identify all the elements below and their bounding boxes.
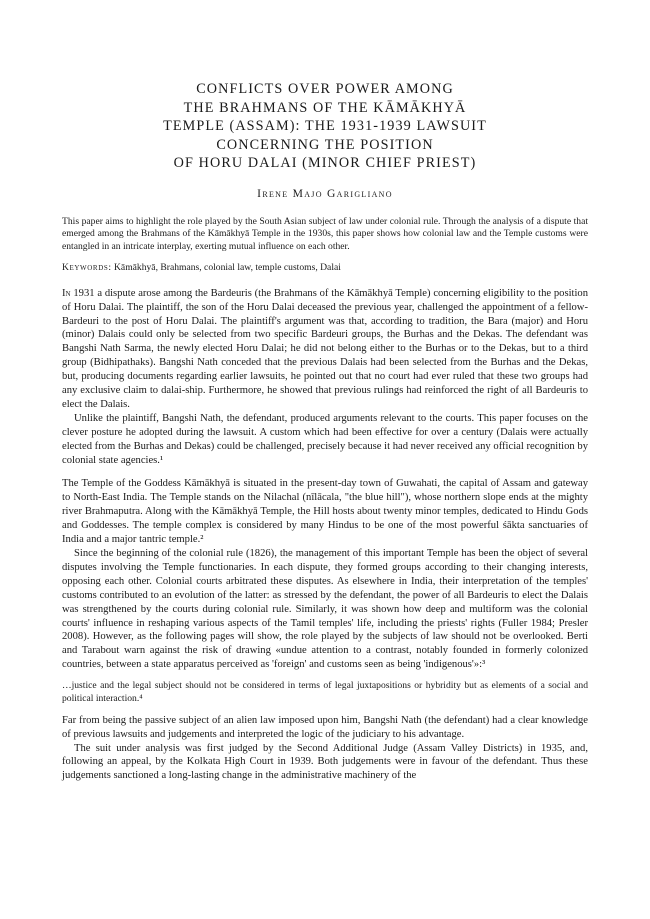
body-paragraph: Far from being the passive subject of an alien law imposed upon him, Bangshi Nath (the defendant) had a clear knowledge of previous lawsuits and judgements and interpreted the logic of the judiciary to his advantage.	[62, 714, 588, 740]
paper-title	[62, 80, 588, 173]
body-paragraph: Unlike the plaintiff, Bangshi Nath, the defendant, produced arguments relevant to the courts. This paper focuses on the clever posture he adopted during the lawsuit. A custom which had been effective for over a century (Dalais were actually elected from the Burhas and Dekas) could be challenged, precisely because it had never received any official recognition by colonial state agencies.¹	[62, 412, 588, 466]
section-break	[62, 467, 588, 477]
keywords	[62, 262, 588, 275]
title-line: CONFLICTS OVER POWER AMONG	[196, 81, 454, 97]
title-line: OF HORU DALAI (MINOR CHIEF PRIEST)	[173, 155, 477, 171]
block-quote: …justice and the legal subject should not be considered in terms of legal juxtapositions or hybridity but as elements of a social and political interaction.⁴	[62, 680, 588, 704]
body-paragraph	[62, 287, 588, 412]
body-paragraph: Since the beginning of the colonial rule (1826), the management of this important Temple has been the object of several disputes involving the Temple functionaries. In each dispute, they formed groups according to their changing interests, opposing each other. Colonial courts arbitrated these disputes. As elsewhere in India, their interpretation of the temples' customs contributed to an evolution of the latter: as stressed by the defendant, the power of all Bardeuris to elect the Dalais was strengthened by the courts during colonial rule. Similarly, it was shown how deep and multiform was the colonial courts' influence in reshaping various aspects of the Tamil temples' life, including the priests' rights (Fuller 1984; Presler 2008). However, as the following pages will show, the role played by the subjects of law should not be overlooked. Berti and Tarabout warn against the risk of drawing «undue attention to a contrast, notably founded in formerly colonized countries, between a state apparatus perceived as 'foreign' and customs seen as being 'indigenous'»:³	[62, 548, 588, 671]
author-name: Irene Majo Garigliano	[257, 186, 393, 200]
title-line: TEMPLE (ASSAM): THE 1931-1939 LAWSUIT	[163, 118, 487, 134]
paragraph-text: a dispute arose among the Bardeuris (the Brahmans of the Kāmākhyā Temple) concerning eligibility to the position of Horu Dalai. The plaintiff, the son of the Horu Dalai deceased the previous year, challenged the appointment of a fellow-Bardeuri to the post of Horu Dalai. The plaintiff's argument was that, according to tradition, the Bara (major) and Horu (minor) Dalais could only be selected from two specific Bardeuri groups, the Burhas and the Dekas. The defendant was Bangshi Nath Sarma, the newly elected Horu Dalai; he did not belong either to the Burhas or to the Dekas, but to a third group (Bidhipathaks). Bangshi Nath conceded that the previous Dalais had been selected from the Burhas and the Dekas, but, producing documents regarding earlier lawsuits, he pointed out that no court had ever ruled that these two groups had any exclusive claim to dalai-ship. Furthermore, he showed that previous rulings had reinforced the right of all Bardeuris to elect the Dalais.	[62, 287, 589, 410]
keywords-label: Keywords:	[62, 261, 112, 273]
section-introduction	[62, 287, 588, 468]
body-paragraph: The Temple of the Goddess Kāmākhyā is situated in the present-day town of Guwahati, the capital of Assam and gateway to North-East India. The Temple stands on the Nilachal (nīlācala, "the blue hill"), whose northern slope ends at the mighty river Brahmaputra. Along with the Kāmākhyā Temple, the Hill hosts about twenty minor temples, dedicated to Hindu Gods and Goddesses. The temple complex is considered by many Hindus to be one of the most powerful śākta sanctuaries of India and a major tantric temple.²	[62, 478, 588, 546]
body-paragraph: The suit under analysis was first judged by the Second Additional Judge (Assam Valley Districts) in 1935, and, following an appeal, by the Kolkata High Court in 1939. Both judgements were in favour of the defendant. Thus these judgements sanctioned a long-lasting change in the administrative machinery of the	[62, 742, 588, 782]
lead-in: In 1931	[62, 287, 95, 299]
section-temple	[62, 477, 588, 783]
keywords-text: Kāmākhyā, Brahmans, colonial law, temple customs, Dalai	[111, 261, 341, 273]
title-line: THE BRAHMANS OF THE KĀMĀKHYĀ	[183, 99, 467, 116]
title-line: CONCERNING THE POSITION	[216, 136, 434, 153]
abstract: This paper aims to highlight the role played by the South Asian subject of law under colonial rule. Through the analysis of a dispute that emerged among the Brahmans of the Kāmākhyā Temple in the 1930s, this paper shows how colonial law and the Temple customs were entangled in an intricate interplay, exerting mutual influence on each other.	[62, 215, 588, 253]
paper-page	[62, 62, 588, 783]
